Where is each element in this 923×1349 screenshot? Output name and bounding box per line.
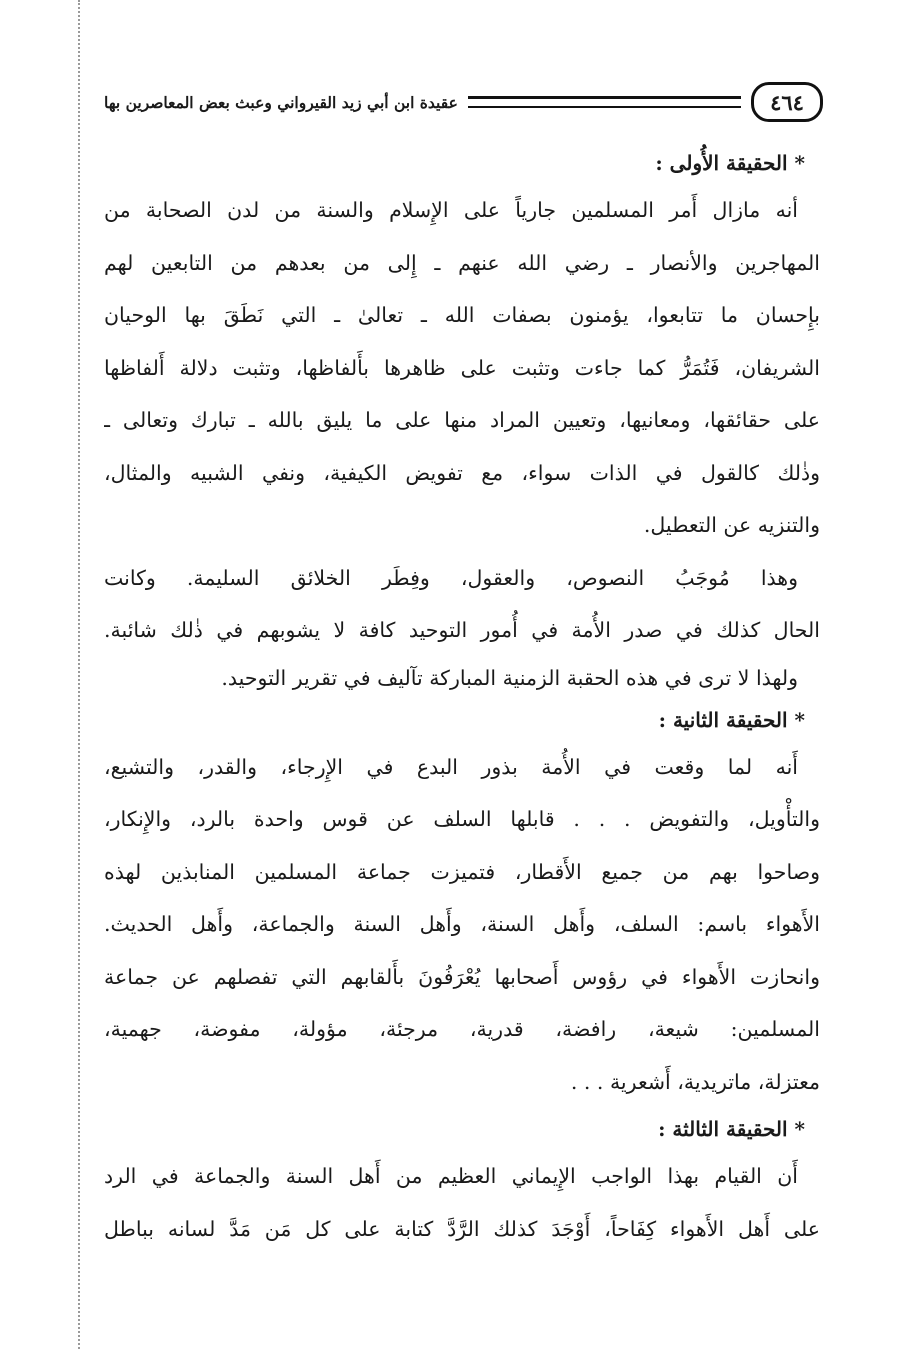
text-line: المسلمين: شيعة، رافضة، قدرية، مرجئة، مؤولة، مفوضة، جهمية،: [104, 1017, 820, 1041]
text-line: وهذا مُوجَبُ النصوص، والعقول، وفِطَر الخلائق السليمة. وكانت: [104, 565, 798, 590]
section-heading: * الحقيقة الأُولى :: [655, 151, 805, 175]
text-line: أَنه لما وقعت في الأُمة بذور البدع في الإِرجاء، والقدر، والتشيع،: [104, 754, 798, 779]
section-heading: * الحقيقة الثالثة :: [658, 1117, 805, 1141]
binding-dotted-line: [78, 0, 80, 1349]
text-line: وذٰلك كالقول في الذات سواء، مع تفويض الكيفية، ونفي الشبيه والمثال،: [104, 460, 820, 485]
text-line: والتنزيه عن التعطيل.: [643, 513, 820, 537]
text-line: أنه مازال أَمر المسلمين جارياً على الإِسلام والسنة من لدن الصحابة من: [104, 198, 798, 222]
page-number: ٤٦٤: [751, 82, 823, 122]
text-line: والتأْويل، والتفويض . . . قابلها السلف عن قوس واحدة بالرد، والإِنكار،: [104, 807, 820, 831]
text-line: الحال كذلك في صدر الأُمة في أُمور التوحيد كافة لا يشوبهم في ذٰلك شائبة.: [104, 618, 820, 642]
text-line: على أَهل الأَهواء كِفَاحاً، أَوْجَدَ كذلك الرَّدَّ كتابة على كل مَن مَدَّ لسانه بباطل: [104, 1216, 820, 1241]
body-text: [104, 142, 820, 1255]
running-title: عقيدة ابن أبي زيد القيرواني وعبث بعض المعاصرين بها: [104, 92, 458, 112]
text-line: المهاجرين والأنصار ـ رضي الله عنهم ـ إِلى من بعدهم من التابعين لهم: [104, 250, 820, 275]
text-line: الأَهواء باسم: السلف، وأَهل السنة، وأَهل السنة والجماعة، وأَهل الحديث.: [104, 912, 820, 936]
text-line: وانحازت الأَهواء في رؤوس أَصحابها يُعْرَفُونَ بأَلقابهم التي تفصلهم عن جماعة: [104, 964, 820, 989]
text-line: وصاحوا بهم من جميع الأَقطار، فتميزت جماعة المسلمين المنابذين لهذه: [104, 859, 820, 884]
header-rule: [468, 96, 741, 108]
text-line: على حقائقها، ومعانيها، وتعيين المراد منها على ما يليق بالله ـ تبارك وتعالى ـ: [104, 408, 820, 432]
page-header: [104, 82, 823, 122]
text-line: الشريفان، فَتُمَرُّ كما جاءت وتثبت على ظاهرها بأَلفاظها، وتثبت دلالة أَلفاظها: [104, 355, 820, 380]
text-line: ولهذا لا ترى في هذه الحقبة الزمنية المباركة تآليف في تقرير التوحيد.: [221, 665, 798, 690]
section-heading: * الحقيقة الثانية :: [658, 707, 805, 732]
paragraph: [104, 657, 820, 699]
paragraph: [104, 184, 820, 552]
paragraph: [104, 1150, 820, 1255]
text-line: بإِحسان ما تتابعوا، يؤمنون بصفات الله ـ تعالىٰ ـ التي نَطَقَ بها الوحيان: [104, 303, 820, 327]
paragraph: [104, 552, 820, 657]
text-line: معتزلة، ماتريدية، أَشعرية . . .: [570, 1069, 820, 1094]
paragraph: [104, 741, 820, 1109]
text-line: أَن القيام بهذا الواجب الإِيماني العظيم من أَهل السنة والجماعة في الرد: [104, 1164, 798, 1188]
